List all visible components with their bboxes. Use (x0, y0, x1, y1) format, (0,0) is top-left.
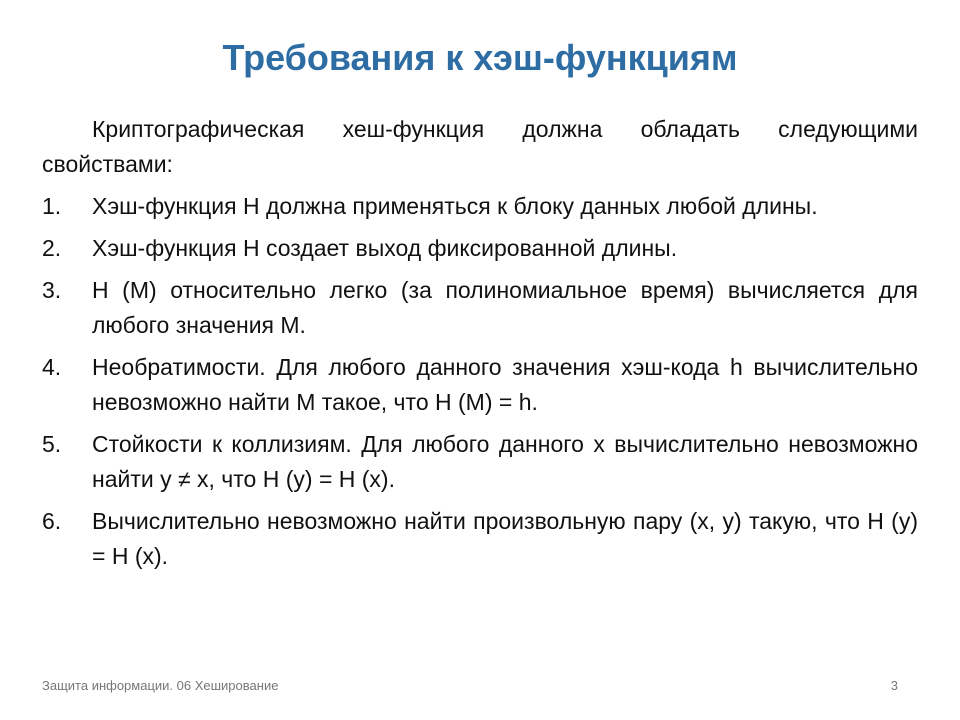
list-item (42, 231, 918, 266)
list-item-text: Хэш-функция H создает выход фиксированной длины. (92, 235, 678, 261)
list-item (42, 273, 918, 343)
list-item-text: Стойкости к коллизиям. Для любого данного x вычислительно невозможно найти y ≠ x, что H (y) = H (x). (92, 431, 918, 492)
list-item-number: 6. (42, 508, 62, 534)
list-item-text: Вычислительно невозможно найти произвольную пару (x, y) такую, что H (y) = H (x). (92, 508, 918, 569)
list-item (42, 427, 918, 497)
requirements-list (42, 189, 918, 574)
slide-number: 3 (890, 678, 898, 693)
list-item-number: 5. (42, 431, 62, 457)
slide-content (42, 112, 918, 574)
slide-title: Требования к хэш-функциям (222, 37, 738, 78)
list-item-text: Хэш-функция H должна применяться к блоку данных любой длины. (92, 193, 818, 219)
footer-caption: Защита информации. 06 Хеширование (42, 678, 279, 693)
list-item (42, 189, 918, 224)
list-item-text: Необратимости. Для любого данного значения хэш-кода h вычислительно невозможно найти M такое, что H (M) = h. (92, 354, 918, 415)
list-item-number: 1. (42, 193, 62, 219)
list-item-text: H (M) относительно легко (за полиномиальное время) вычисляется для любого значения М. (92, 277, 918, 338)
list-item (42, 504, 918, 574)
list-item-number: 4. (42, 354, 62, 380)
intro-paragraph: Криптографическая хеш-функция должна обладать следующими свойствами: (42, 116, 918, 177)
list-item (42, 350, 918, 420)
list-item-number: 3. (42, 277, 62, 303)
list-item-number: 2. (42, 235, 62, 261)
